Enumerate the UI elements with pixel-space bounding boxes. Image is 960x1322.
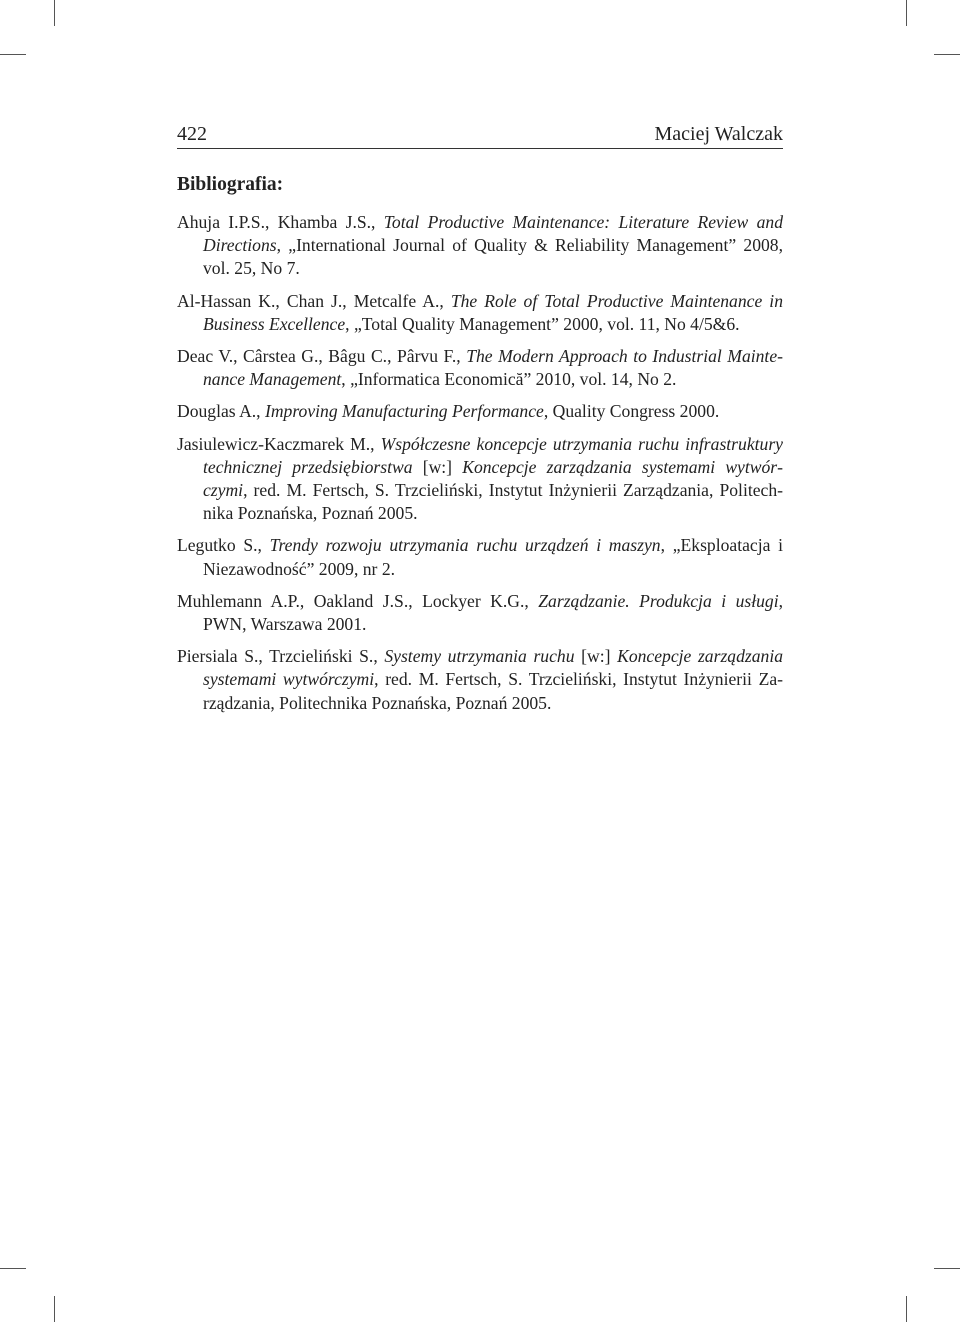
bibliography-entry: Deac V., Cârstea G., Bâgu C., Pârvu F., The Modern Approach to Industrial Maintenance Management, „Informatica Economică” 2010, vol. 14, No 2.	[177, 346, 783, 390]
entry-details: , red. M. Fertsch, S. Trzcieliński, Instytut Inżynierii Zarządzania, Politechnika Poznańska, Poznań 2005.	[203, 480, 783, 524]
entry-title: Systemy utrzymania ruchu	[384, 646, 575, 667]
bibliography-entry: Jasiulewicz-Kaczmarek M., Współczesne koncepcje utrzymania ruchu infrastruktury technicznej przedsiębiorstwa [w:] Koncepcje zarządzania systemami wytwórczymi, red. M. Fertsch, S. Trzcieliński, Instytut Inżynierii Zarządzania, Politechnika Poznańska, Poznań 2005.	[177, 433, 783, 524]
bibliography-entry: Douglas A., Improving Manufacturing Performance, Quality Congress 2000.	[177, 401, 720, 422]
bibliography-entry: Piersiala S., Trzcieliński S., Systemy utrzymania ruchu [w:] Koncepcje zarządzania systemami wytwórczymi, red. M. Fertsch, S. Trzcieliński, Instytut Inżynierii Zarządzania, Politechnika Poznańska, Poznań 2005.	[177, 646, 784, 713]
crop-mark-top-right	[906, 0, 907, 26]
entry-authors: Muhlemann A.P., Oakland J.S., Lockyer K.G.	[177, 590, 525, 611]
entry-details: , Quality Congress 2000.	[543, 401, 720, 422]
entry-details: , „International Journal of Quality & Reliability Management” 2008, vol. 25, No 7.	[203, 235, 783, 279]
entry-authors: Jasiulewicz-Kaczmarek M.	[177, 433, 371, 454]
entry-title: Trendy rozwoju utrzymania ruchu urządzeń i maszyn	[269, 535, 661, 556]
entry-title: The Role of Total Productive Maintenance in Business Excellence	[203, 290, 783, 334]
entry-authors: Legutko S.	[177, 535, 258, 556]
page-number: 422	[177, 123, 207, 145]
entry-authors: Deac V., Cârstea G., Bâgu C., Pârvu F.	[177, 346, 457, 367]
bibliography-entry: Ahuja I.P.S., Khamba J.S., Total Productive Maintenance: Literature Review and Directions, „International Journal of Quality & Reliability Management” 2008, vol. 25, No 7.	[177, 212, 783, 279]
entry-title: Improving Manufacturing Performance	[264, 401, 544, 422]
entry-title: The Modern Approach to Industrial Maintenance Management	[203, 346, 783, 390]
entry-details: , „Eksploatacja i Niezawodność” 2009, nr 2.	[203, 535, 784, 579]
entry-details: , red. M. Fertsch, S. Trzcieliński, Instytut Inżynierii Zarządzania, Politechnika Poznańska, Poznań 2005.	[203, 669, 783, 713]
entry-authors: Douglas A.	[177, 401, 257, 422]
bibliography-entry: Al-Hassan K., Chan J., Metcalfe A., The Role of Total Productive Maintenance in Business Excellence, „Total Quality Management” 2000, vol. 11, No 4/5&6.	[177, 290, 783, 334]
crop-mark-upper-right	[934, 54, 960, 55]
entry-authors: Piersiala S., Trzcieliński S.	[177, 646, 374, 667]
entry-details: , „Informatica Economică” 2010, vol. 14, No 2.	[341, 369, 677, 390]
crop-mark-bottom-left	[54, 1296, 55, 1322]
bibliography-entry: Muhlemann A.P., Oakland J.S., Lockyer K.G., Zarządzanie. Produkcja i usługi, PWN, Warszawa 2001.	[177, 590, 784, 635]
entry-title: Zarządzanie. Produkcja i usługi	[538, 590, 779, 611]
crop-mark-top-left	[54, 0, 55, 26]
bibliography-entry: Legutko S., Trendy rozwoju utrzymania ruchu urządzeń i maszyn, „Eksploatacja i Niezawodność” 2009, nr 2.	[177, 535, 784, 579]
entry-authors: Ahuja I.P.S., Khamba J.S.	[177, 212, 372, 232]
running-header	[177, 118, 783, 149]
bibliography-list	[177, 211, 783, 724]
crop-mark-lower-right	[934, 1268, 960, 1269]
entry-title: Współczesne koncepcje utrzymania ruchu infrastruktury technicznej przedsiębiorstwa	[203, 433, 783, 477]
entry-title: Total Productive Maintenance: Literature Review and Directions	[203, 212, 783, 256]
entry-details: , „Total Quality Management” 2000, vol. 11, No 4/5&6.	[345, 313, 740, 334]
entry-authors: Al-Hassan K., Chan J., Metcalfe A.	[177, 290, 440, 311]
crop-mark-lower-left	[0, 1268, 26, 1269]
entry-book-title: Koncepcje zarządzania systemami wytwórczymi	[203, 456, 783, 501]
entry-book-title: Koncepcje zarządzania systemami wytwórczymi	[203, 646, 784, 690]
crop-mark-upper-left	[0, 54, 26, 55]
running-header-author: Maciej Walczak	[654, 123, 783, 145]
entry-details: , PWN, Warszawa 2001.	[203, 590, 784, 635]
section-title: Bibliografia:	[177, 174, 284, 195]
crop-mark-bottom-right	[906, 1296, 907, 1322]
